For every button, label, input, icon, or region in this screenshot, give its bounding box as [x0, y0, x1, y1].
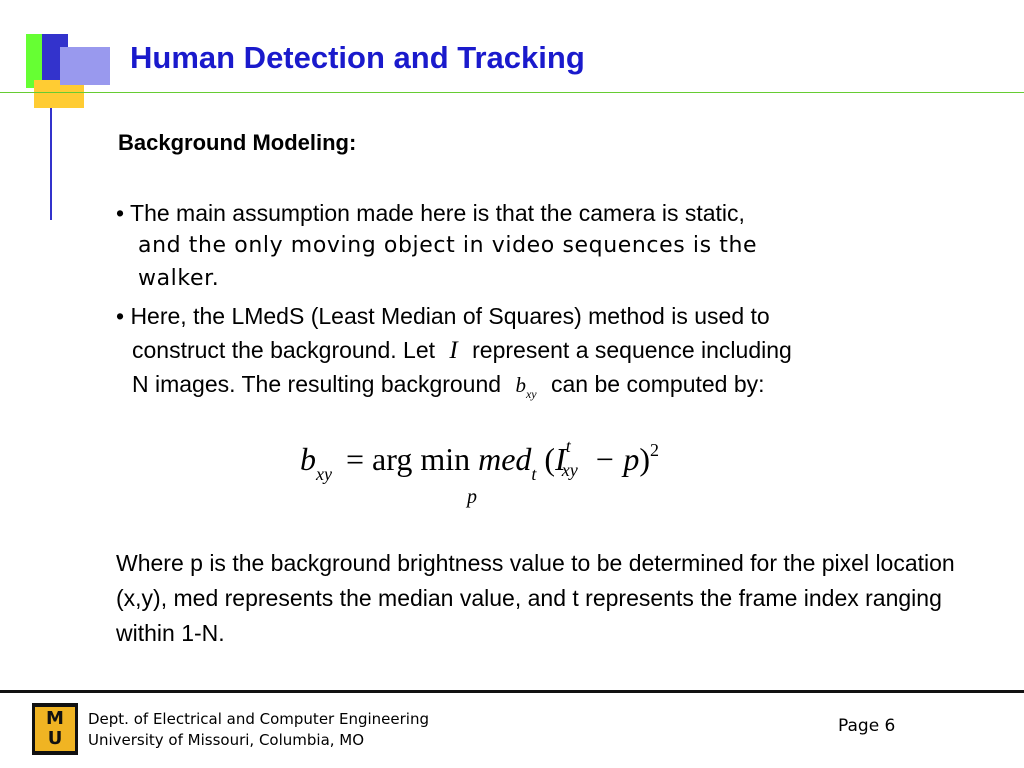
bullet1-line2: and the only moving object in video sequences is the	[138, 233, 758, 258]
slide-title: Human Detection and Tracking	[130, 40, 585, 75]
eq-b: b	[300, 441, 316, 477]
bullet2-line2-start: construct the background. Let	[132, 337, 436, 363]
eq-argmin: = arg min	[345, 441, 471, 477]
eq-argmin-variable: p	[467, 486, 477, 508]
title-divider	[0, 92, 1024, 93]
bullet2-line1: • Here, the LMedS (Least Median of Squares) method is used to	[116, 303, 770, 329]
page-number: Page 6	[838, 716, 896, 736]
bullet1-line3: walker.	[138, 266, 220, 291]
footer-department: Dept. of Electrical and Computer Engineering	[88, 710, 429, 728]
eq-exponent: 2	[649, 440, 659, 460]
eq-med: med	[478, 441, 532, 477]
side-accent-line	[50, 108, 52, 220]
lmeds-equation	[300, 436, 760, 510]
logo-letter-bottom: U	[47, 728, 63, 749]
bullet2-line3-start: N images. The resulting background	[132, 371, 502, 397]
bullet2-line3-end: can be computed by:	[551, 371, 765, 397]
bullet2-line3	[132, 371, 765, 402]
bullet2-line2-end: represent a sequence including	[472, 337, 792, 363]
eq-I-subscript: xy	[561, 460, 578, 480]
eq-med-subscript: t	[531, 464, 537, 484]
eq-open-paren: (	[544, 441, 556, 477]
footer-university: University of Missouri, Columbia, MO	[88, 731, 365, 749]
title-accent-lavender	[60, 47, 110, 85]
explanation-paragraph: Where p is the background brightness value to be determined for the pixel location (x,y), med represents the median value, and t represents the frame index ranging within 1-N.	[116, 550, 955, 646]
eq-minus-p: − p	[593, 441, 640, 477]
bullet2-line2	[132, 337, 792, 365]
eq-I: I	[555, 441, 566, 477]
university-logo	[32, 703, 78, 755]
footer-divider	[0, 690, 1024, 693]
eq-close-paren: )	[639, 441, 650, 477]
variable-b: b	[515, 373, 526, 397]
eq-b-subscript: xy	[316, 464, 332, 484]
eq-I-superscript: t	[565, 436, 571, 456]
logo-letter-top: M	[46, 708, 64, 729]
eq-I-indices	[561, 436, 586, 480]
bullet1-line1: • The main assumption made here is that the camera is static,	[116, 200, 745, 226]
variable-I: I	[449, 337, 458, 364]
section-heading: Background Modeling:	[118, 130, 357, 155]
variable-b-subscript: xy	[525, 387, 537, 401]
